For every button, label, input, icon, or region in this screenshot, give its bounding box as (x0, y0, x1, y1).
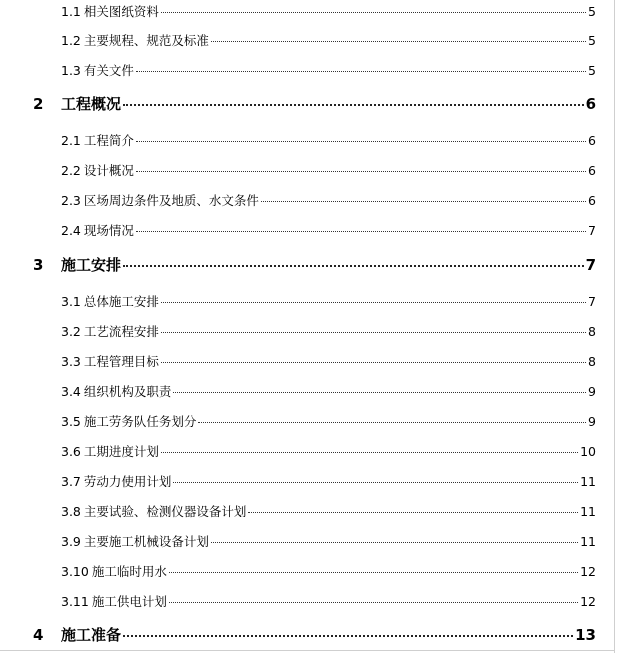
toc-entry-number: 3.1 (61, 294, 81, 309)
page-bottom-edge (0, 650, 614, 651)
toc-entry-title: 施工供电计划 (91, 594, 167, 609)
toc-dot-leader (211, 41, 586, 42)
toc-entry-title: 工程管理目标 (83, 354, 159, 369)
toc-entry-page: 6 (588, 193, 596, 208)
toc-entry-title: 施工劳务队任务划分 (83, 414, 197, 429)
toc-entry-title: 劳动力使用计划 (83, 474, 172, 489)
toc-entry-1-2[interactable] (61, 32, 596, 50)
toc-chapter-page: 13 (575, 626, 596, 644)
toc-entry-page: 11 (580, 474, 596, 489)
toc-chapter-title: 施工安排 (61, 256, 122, 274)
toc-entry-number: 3.2 (61, 324, 81, 339)
toc-entry-3-11[interactable] (61, 593, 596, 611)
toc-entry-3-4[interactable] (61, 383, 596, 401)
toc-entry-number: 2.2 (61, 163, 81, 178)
toc-dot-leader (161, 12, 586, 13)
toc-entry-number: 3.10 (61, 564, 89, 579)
toc-dot-leader (211, 542, 578, 543)
toc-entry-page: 9 (588, 384, 596, 399)
toc-entry-3-3[interactable] (61, 353, 596, 371)
toc-entry-2-3[interactable] (61, 192, 596, 210)
toc-chapter-4[interactable] (33, 625, 596, 645)
toc-chapter-number: 2 (33, 95, 44, 113)
toc-dot-leader (123, 104, 584, 106)
toc-entry-page: 9 (588, 414, 596, 429)
toc-entry-title: 有关文件 (83, 63, 134, 78)
toc-entry-page: 8 (588, 354, 596, 369)
toc-dot-leader (169, 572, 578, 573)
toc-entry-1-3[interactable] (61, 62, 596, 80)
toc-entry-number: 1.3 (61, 63, 81, 78)
toc-entry-title: 主要试验、检测仪器设备计划 (83, 504, 247, 519)
toc-entry-title: 工期进度计划 (83, 444, 159, 459)
toc-entry-3-5[interactable] (61, 413, 596, 431)
toc-dot-leader (161, 332, 586, 333)
page-right-edge (614, 0, 615, 653)
toc-chapter-number: 4 (33, 626, 44, 644)
toc-chapter-2[interactable] (33, 94, 596, 114)
toc-entry-page: 10 (580, 444, 596, 459)
toc-entry-page: 7 (588, 223, 596, 238)
toc-entry-number: 1.2 (61, 33, 81, 48)
toc-dot-leader (261, 201, 586, 202)
toc-chapter-number: 3 (33, 256, 44, 274)
toc-entry-3-6[interactable] (61, 443, 596, 461)
toc-entry-page: 6 (588, 133, 596, 148)
toc-entry-3-7[interactable] (61, 473, 596, 491)
toc-entry-title: 施工临时用水 (91, 564, 167, 579)
toc-dot-leader (136, 231, 586, 232)
toc-entry-number: 2.1 (61, 133, 81, 148)
toc-dot-leader (161, 452, 578, 453)
toc-entry-number: 3.11 (61, 594, 89, 609)
toc-entry-3-2[interactable] (61, 323, 596, 341)
toc-entry-number: 3.7 (61, 474, 81, 489)
toc-chapter-title: 工程概况 (61, 95, 122, 113)
toc-dot-leader (161, 362, 586, 363)
toc-entry-number: 2.3 (61, 193, 81, 208)
toc-entry-number: 1.1 (61, 4, 81, 19)
toc-entry-page: 6 (588, 163, 596, 178)
toc-entry-title: 设计概况 (83, 163, 134, 178)
toc-dot-leader (123, 635, 573, 637)
toc-entry-title: 现场情况 (83, 223, 134, 238)
toc-entry-3-1[interactable] (61, 293, 596, 311)
toc-entry-title: 工程简介 (83, 133, 134, 148)
toc-entry-number: 3.5 (61, 414, 81, 429)
toc-entry-page: 12 (580, 564, 596, 579)
toc-entry-title: 总体施工安排 (83, 294, 159, 309)
toc-dot-leader (136, 71, 586, 72)
toc-entry-3-9[interactable] (61, 533, 596, 551)
toc-dot-leader (173, 482, 578, 483)
toc-entry-page: 12 (580, 594, 596, 609)
toc-entry-page: 11 (580, 504, 596, 519)
toc-entry-number: 3.3 (61, 354, 81, 369)
toc-dot-leader (173, 392, 586, 393)
toc-entry-page: 5 (588, 33, 596, 48)
toc-dot-leader (248, 512, 578, 513)
toc-entry-title: 主要施工机械设备计划 (83, 534, 209, 549)
toc-entry-page: 8 (588, 324, 596, 339)
toc-entry-1-1[interactable] (61, 3, 596, 21)
toc-dot-leader (136, 171, 586, 172)
toc-entry-title: 主要规程、规范及标准 (83, 33, 209, 48)
toc-entry-number: 3.6 (61, 444, 81, 459)
toc-entry-page: 7 (588, 294, 596, 309)
toc-entry-2-1[interactable] (61, 132, 596, 150)
toc-entry-page: 5 (588, 4, 596, 19)
toc-dot-leader (198, 422, 586, 423)
toc-entry-title: 相关图纸资料 (83, 4, 159, 19)
toc-entry-3-10[interactable] (61, 563, 596, 581)
toc-entry-page: 5 (588, 63, 596, 78)
toc-dot-leader (136, 141, 586, 142)
toc-entry-page: 11 (580, 534, 596, 549)
toc-entry-title: 组织机构及职责 (83, 384, 172, 399)
toc-dot-leader (123, 265, 584, 267)
toc-dot-leader (169, 602, 578, 603)
toc-entry-2-4[interactable] (61, 222, 596, 240)
toc-entry-number: 3.9 (61, 534, 81, 549)
toc-chapter-page: 6 (585, 95, 596, 113)
toc-entry-2-2[interactable] (61, 162, 596, 180)
toc-entry-title: 工艺流程安排 (83, 324, 159, 339)
toc-entry-number: 3.8 (61, 504, 81, 519)
toc-entry-title: 区场周边条件及地质、水文条件 (83, 193, 259, 208)
toc-chapter-3[interactable] (33, 255, 596, 275)
toc-entry-number: 3.4 (61, 384, 81, 399)
toc-entry-number: 2.4 (61, 223, 81, 238)
toc-dot-leader (161, 302, 586, 303)
toc-entry-3-8[interactable] (61, 503, 596, 521)
toc-chapter-page: 7 (585, 256, 596, 274)
toc-chapter-title: 施工准备 (61, 626, 122, 644)
